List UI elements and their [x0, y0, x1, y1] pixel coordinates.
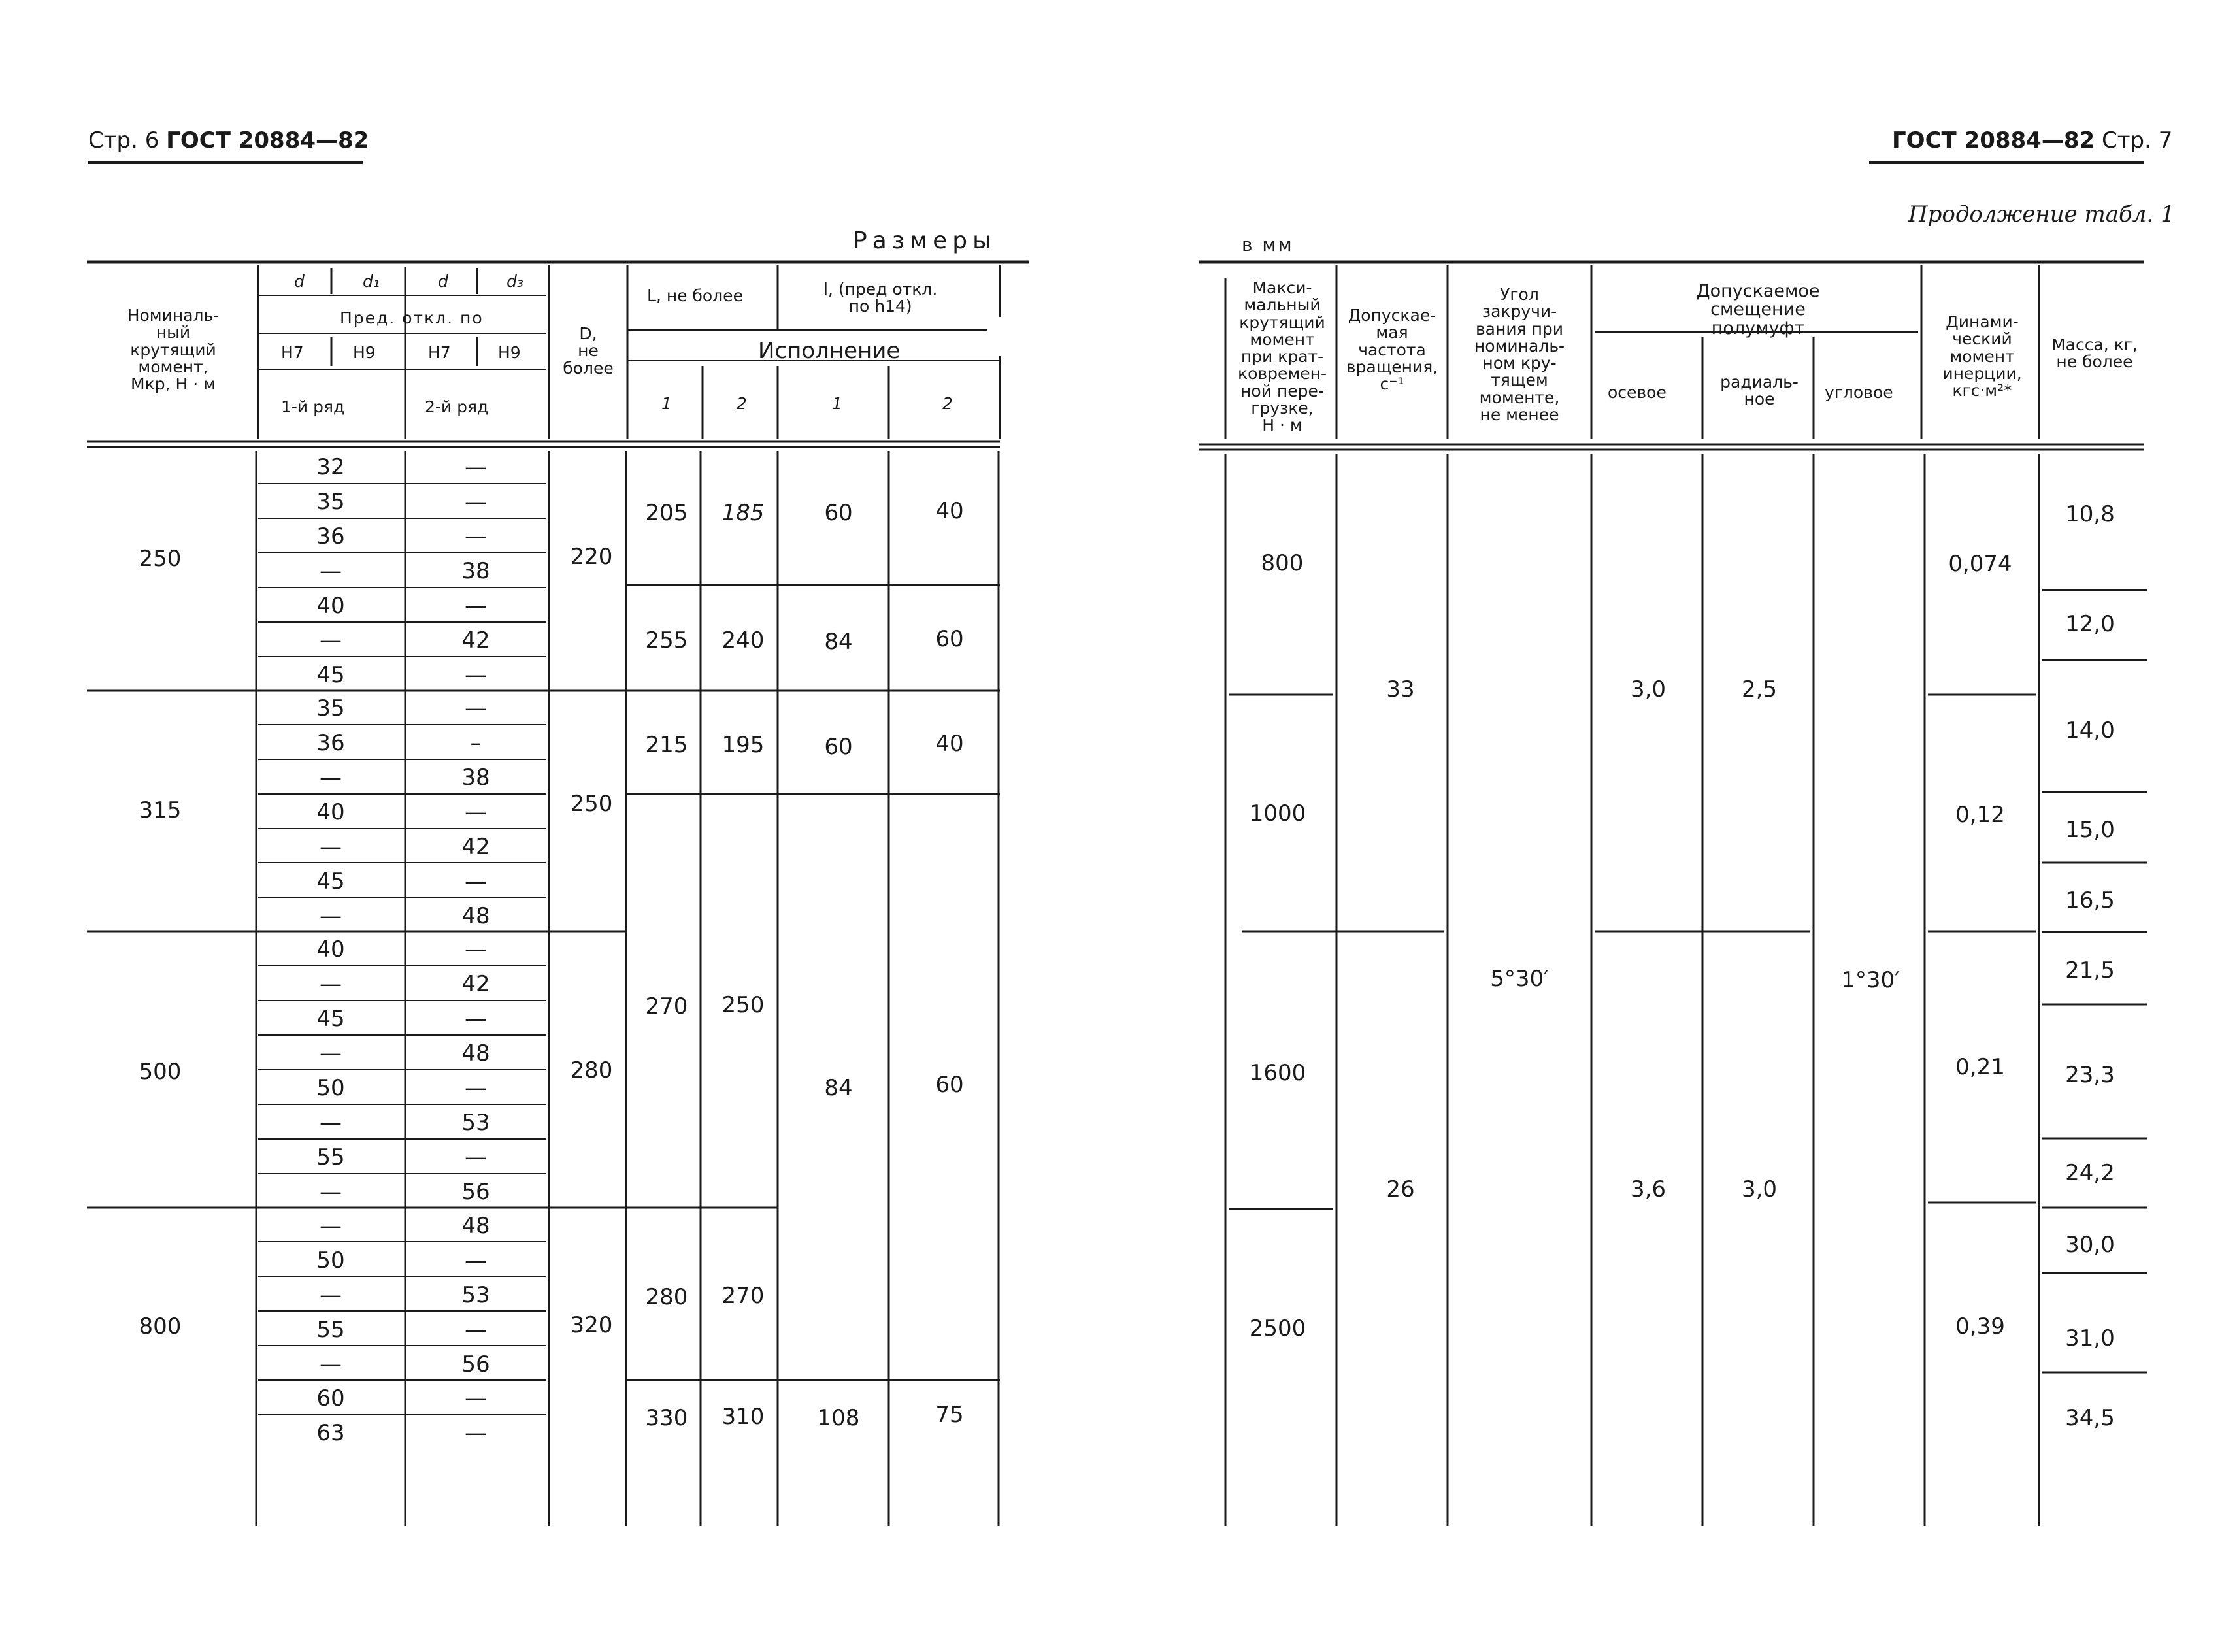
row2-cell: —	[465, 868, 487, 895]
angular-cell: 1°30′	[1841, 967, 1900, 993]
L2-cell: 185	[721, 500, 765, 526]
row2-cell: 48	[461, 903, 490, 929]
radial-cell: 2,5	[1741, 676, 1778, 702]
mass-cell: 16,5	[2065, 887, 2115, 914]
col-head-shift: Допускаемое смещение полумуфт	[1696, 281, 1820, 339]
L1-cell: 280	[645, 1284, 688, 1310]
row2-cell: —	[465, 1006, 487, 1032]
col-head-h7b: H7	[428, 343, 451, 362]
row2-cell: —	[465, 454, 487, 480]
col-head-h9a: H9	[353, 343, 376, 362]
radial-cell: 3,0	[1741, 1176, 1778, 1202]
col-head-angle: Угол закручи- вания при номиналь- ном кру- тящем моменте, не менее	[1474, 285, 1565, 424]
mass-cell: 34,5	[2065, 1405, 2115, 1431]
L2-cell: 250	[721, 992, 765, 1018]
axial-cell: 3,6	[1630, 1176, 1666, 1202]
mass-cell: 30,0	[2065, 1232, 2115, 1258]
mass-cell: 15,0	[2065, 817, 2115, 843]
torque-cell: 250	[139, 546, 182, 572]
col-head-i1: 1	[661, 394, 672, 413]
col-head-angular: угловое	[1825, 383, 1893, 402]
row1-cell: 40	[316, 799, 345, 825]
row1-cell: 36	[316, 730, 345, 756]
L2-cell: 310	[721, 1404, 765, 1430]
row1-cell: —	[320, 834, 342, 860]
row2-cell: —	[465, 523, 487, 550]
inertia-cell: 0,074	[1948, 551, 2012, 577]
mass-cell: 14,0	[2065, 718, 2115, 744]
D-cell: 250	[570, 791, 613, 817]
row2-cell: –	[470, 730, 482, 756]
row2-cell: 38	[461, 765, 490, 791]
L2-cell: 270	[721, 1283, 765, 1309]
col-head-h7a: H7	[281, 343, 304, 362]
row2-cell: 56	[461, 1179, 490, 1205]
row1-cell: —	[320, 1110, 342, 1136]
L2-cell: 195	[721, 732, 765, 758]
row2-cell: —	[465, 1075, 487, 1101]
col-head-row1: 1-й ряд	[281, 397, 345, 416]
continuation-label: Продолжение табл. 1	[1908, 201, 2175, 227]
inertia-cell: 0,21	[1955, 1054, 2005, 1080]
col-head-mass: Масса, кг, не более	[2051, 335, 2138, 372]
l2-cell: 40	[935, 498, 964, 524]
row1-cell: 35	[316, 695, 345, 721]
max-torque-cell: 1000	[1249, 801, 1306, 827]
D-cell: 280	[570, 1057, 613, 1083]
col-head-L: L, не более	[647, 286, 743, 305]
col-head-l: l, (пред откл. по h14)	[823, 280, 938, 316]
row1-cell: —	[320, 1351, 342, 1378]
L1-cell: 205	[645, 500, 688, 526]
freq-cell: 26	[1386, 1176, 1415, 1202]
row1-cell: —	[320, 1282, 342, 1308]
col-head-d3: d₃	[506, 272, 523, 291]
razmery-label: Размеры	[853, 227, 997, 254]
col-head-h9b: H9	[498, 343, 521, 362]
row1-cell: 55	[316, 1144, 345, 1170]
doc-title-left: ГОСТ 20884—82	[166, 127, 369, 154]
row2-cell: —	[465, 593, 487, 619]
row1-cell: 40	[316, 593, 345, 619]
row2-cell: —	[465, 936, 487, 963]
row1-cell: —	[320, 903, 342, 929]
row1-cell: —	[320, 627, 342, 653]
row1-cell: 40	[316, 936, 345, 963]
L1-cell: 215	[645, 732, 688, 758]
page-number-right: Стр. 7	[2101, 127, 2173, 154]
torque-cell: 800	[139, 1313, 182, 1340]
L1-cell: 270	[645, 993, 688, 1019]
row1-cell: 45	[316, 1006, 345, 1032]
row2-cell: 56	[461, 1351, 490, 1378]
mass-cell: 21,5	[2065, 957, 2115, 983]
l2-cell: 40	[935, 731, 964, 757]
col-head-freq: Допускае- мая частота вращения, с⁻¹	[1346, 306, 1438, 393]
page-number-left: Стр. 6	[88, 127, 159, 154]
torque-cell: 500	[139, 1059, 182, 1085]
max-torque-cell: 1600	[1249, 1060, 1306, 1086]
row2-cell: 38	[461, 558, 490, 584]
row1-cell: 32	[316, 454, 345, 480]
mass-cell: 23,3	[2065, 1062, 2115, 1088]
left-page-header	[88, 127, 369, 154]
col-head-inertia: Динами- ческий момент инерции, кгс·м²*	[1942, 312, 2022, 400]
mass-cell: 10,8	[2065, 501, 2115, 527]
l1-cell: 84	[824, 1075, 853, 1101]
row2-cell: —	[465, 662, 487, 688]
row2-cell: 42	[461, 971, 490, 997]
doc-title-right: ГОСТ 20884—82	[1892, 127, 2095, 154]
row2-cell: 53	[461, 1110, 490, 1136]
row1-cell: —	[320, 1213, 342, 1239]
row1-cell: 50	[316, 1075, 345, 1101]
row1-cell: 45	[316, 868, 345, 895]
col-head-pred: Пред. откл. по	[340, 308, 484, 327]
row2-cell: —	[465, 695, 487, 721]
l2-cell: 60	[935, 1072, 964, 1098]
row2-cell: 53	[461, 1282, 490, 1308]
axial-cell: 3,0	[1630, 676, 1666, 702]
row1-cell: 45	[316, 662, 345, 688]
L1-cell: 255	[645, 627, 688, 653]
mass-cell: 24,2	[2065, 1160, 2115, 1186]
D-cell: 320	[570, 1312, 613, 1338]
row1-cell: 60	[316, 1385, 345, 1412]
row1-cell: 63	[316, 1420, 345, 1446]
L1-cell: 330	[645, 1405, 688, 1431]
col-head-d1: d₁	[363, 272, 380, 291]
max-torque-cell: 800	[1261, 550, 1304, 576]
row1-cell: —	[320, 765, 342, 791]
l2-cell: 60	[935, 626, 964, 652]
col-head-d2: d	[438, 272, 448, 291]
col-head-row2: 2-й ряд	[425, 397, 489, 416]
torque-cell: 315	[139, 797, 182, 823]
row1-cell: 55	[316, 1317, 345, 1343]
row2-cell: —	[465, 1144, 487, 1170]
l1-cell: 60	[824, 500, 853, 526]
col-head-i4: 2	[942, 394, 953, 413]
row2-cell: —	[465, 1317, 487, 1343]
col-head-radial: радиаль- ное	[1720, 372, 1799, 409]
mass-cell: 31,0	[2065, 1325, 2115, 1351]
row1-cell: —	[320, 1179, 342, 1205]
inertia-cell: 0,39	[1955, 1313, 2005, 1340]
row2-cell: —	[465, 1420, 487, 1446]
row2-cell: 48	[461, 1040, 490, 1066]
inertia-cell: 0,12	[1955, 802, 2005, 828]
row2-cell: —	[465, 1385, 487, 1412]
angle-cell: 5°30′	[1490, 966, 1549, 992]
col-head-ispolnenie: Исполнение	[758, 338, 901, 364]
col-head-max-torque: Макси- мальный крутящий момент при крат- ковремен- ной пере- грузке, Н · м	[1238, 278, 1327, 435]
mass-cell: 12,0	[2065, 611, 2115, 637]
units-label: в мм	[1242, 234, 1294, 256]
right-page-header	[1892, 127, 2172, 154]
row1-cell: 50	[316, 1247, 345, 1274]
l1-cell: 84	[824, 629, 853, 655]
max-torque-cell: 2500	[1249, 1315, 1306, 1342]
row1-cell: 36	[316, 523, 345, 550]
col-head-axial: осевое	[1608, 383, 1666, 402]
row2-cell: —	[465, 1247, 487, 1274]
row2-cell: 42	[461, 834, 490, 860]
col-head-i3: 1	[832, 394, 842, 413]
freq-cell: 33	[1386, 676, 1415, 702]
col-head-torque: Номиналь- ный крутящий момент, Mкр, Н · м	[127, 306, 220, 393]
row2-cell: —	[465, 799, 487, 825]
row1-cell: —	[320, 1040, 342, 1066]
l1-cell: 108	[817, 1405, 860, 1431]
l1-cell: 60	[824, 734, 853, 760]
L2-cell: 240	[721, 627, 765, 653]
row1-cell: 35	[316, 489, 345, 515]
row2-cell: 42	[461, 627, 490, 653]
row1-cell: —	[320, 558, 342, 584]
row1-cell: —	[320, 971, 342, 997]
row2-cell: —	[465, 489, 487, 515]
row2-cell: 48	[461, 1213, 490, 1239]
col-head-d: d	[294, 272, 305, 291]
D-cell: 220	[570, 544, 613, 570]
col-head-i2: 2	[737, 394, 747, 413]
col-head-D: D, не более	[563, 324, 614, 378]
l2-cell: 75	[935, 1402, 964, 1428]
